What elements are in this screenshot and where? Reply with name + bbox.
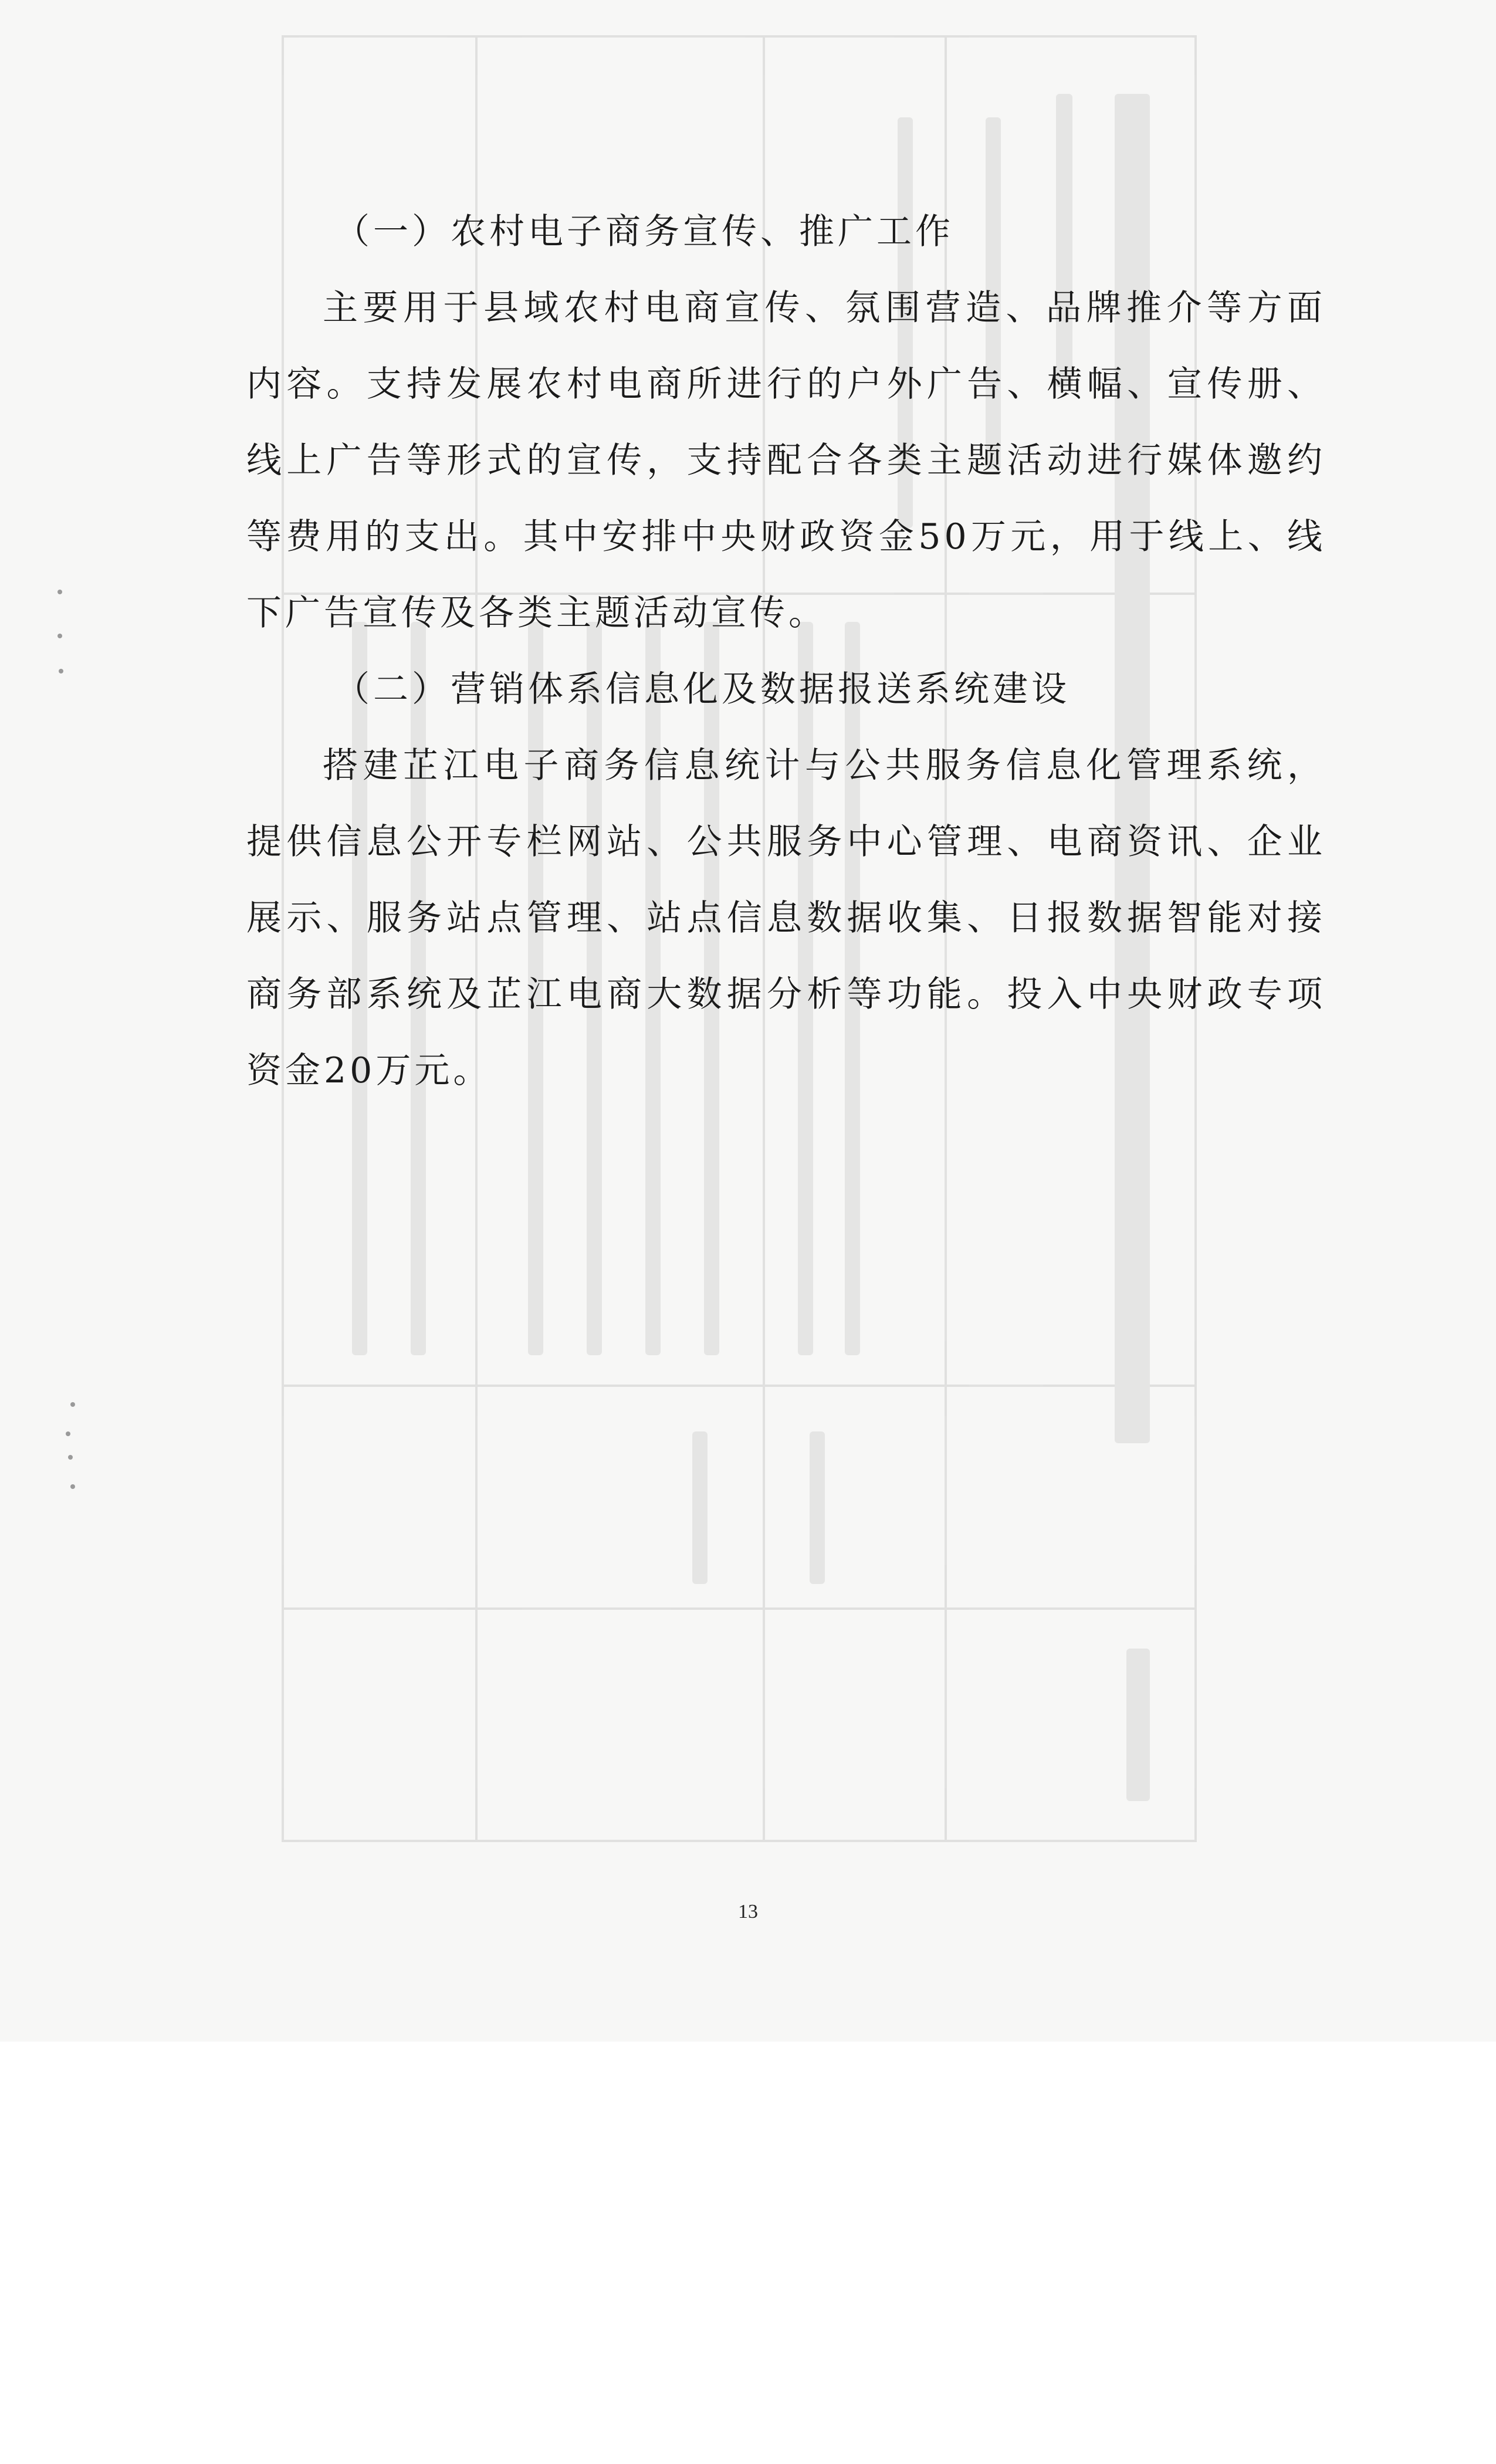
document-body [246,194,1326,1109]
scan-speck [57,590,62,594]
scan-speck [66,1431,70,1436]
section-heading-2: （二）营销体系信息化及数据报送系统建设 [334,669,1070,710]
section-heading-1: （一）农村电子商务宣传、推广工作 [334,211,954,252]
scan-speck [68,1455,73,1460]
page-number: 13 [738,1901,758,1923]
scan-speck [59,669,63,673]
section-paragraph-1: 主要用于县域农村电商宣传、氛围营造、品牌推介等方面内容。支持发展农村电商所进行的户外广告、横幅、宣传册、线上广告等形式的宣传，支持配合各类主题活动进行媒体邀约等费用的支出。其中安排中央财政资金50万元，用于线上、线下广告宣传及各类主题活动宣传。 [246,287,1326,634]
scan-speck [70,1484,75,1489]
scan-speck [70,1402,75,1407]
scan-speck [57,634,62,638]
section-paragraph-2: 搭建芷江电子商务信息统计与公共服务信息化管理系统，提供信息公开专栏网站、公共服务中心管理、电商资讯、企业展示、服务站点管理、站点信息数据收集、日报数据智能对接商务部系统及芷江电商大数据分析等功能。投入中央财政专项资金20万元。 [246,745,1326,1091]
